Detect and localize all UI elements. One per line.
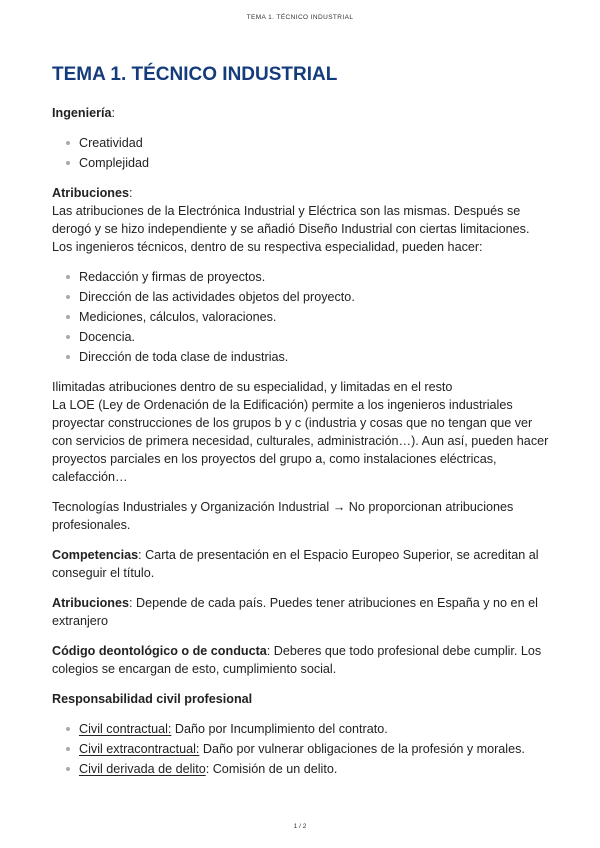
list-item: Docencia. <box>79 328 552 346</box>
responsabilidad-list <box>52 720 552 778</box>
list-item-term: Civil extracontractual: <box>79 742 200 756</box>
ingenieria-heading <box>52 104 552 122</box>
list-item: Dirección de toda clase de industrias. <box>79 348 552 366</box>
list-item-text: Daño por Incumplimiento del contrato. <box>171 722 388 736</box>
ingenieria-label: Ingeniería <box>52 106 112 120</box>
list-item <box>79 740 552 758</box>
running-header: TEMA 1. TÉCNICO INDUSTRIAL <box>246 14 354 21</box>
list-item: Creatividad <box>79 134 552 152</box>
limitadas-line1: Ilimitadas atribuciones dentro de su especialidad, y limitadas en el resto <box>52 380 453 394</box>
list-item-text: : Comisión de un delito. <box>205 762 338 776</box>
responsabilidad-heading: Responsabilidad civil profesional <box>52 692 253 706</box>
atribuciones2-label: Atribuciones <box>52 596 129 610</box>
limitadas-paragraph <box>52 378 552 486</box>
ingenieria-colon: : <box>111 106 115 120</box>
ingenieria-list <box>52 134 552 172</box>
limitadas-line2: La LOE (Ley de Ordenación de la Edificación) permite a los ingenieros industriales proyectar construcciones de los grupos b y c (industria y cosas que no tengan que ver con servicios de primera necesidad, culturales, administración…). Aun así, pueden hacer proyectos parciales en los proyectos del grupo a, como instalaciones eléctricas, calefacción… <box>52 398 549 484</box>
list-item-text: Daño por vulnerar obligaciones de la profesión y morales. <box>199 742 525 756</box>
competencias-label: Competencias <box>52 548 139 562</box>
list-item-term: Civil contractual: <box>79 722 172 736</box>
atribuciones2-text: : Depende de cada país. Puedes tener atribuciones en España y no en el extranjero <box>52 596 538 628</box>
atribuciones-section <box>52 184 552 256</box>
atribuciones-colon: : <box>128 186 133 200</box>
page-number: 1 / 2 <box>293 823 307 830</box>
list-item: Dirección de las actividades objetos del proyecto. <box>79 288 552 306</box>
list-item: Mediciones, cálculos, valoraciones. <box>79 308 552 326</box>
list-item: Redacción y firmas de proyectos. <box>79 268 552 286</box>
atribuciones-paragraph: Las atribuciones de la Electrónica Industrial y Eléctrica son las mismas. Después se derogó y se hizo independiente y se añadió Diseño Industrial con ciertas limitaciones. Los ingenieros técnicos, dentro de su respectiva especialidad, pueden hacer: <box>52 204 530 254</box>
list-item-term: Civil derivada de delito <box>79 762 206 776</box>
list-item <box>79 760 552 778</box>
document-body <box>52 62 552 790</box>
competencias-text: : Carta de presentación en el Espacio Europeo Superior, se acreditan al conseguir el título. <box>52 548 539 580</box>
atribuciones-label: Atribuciones <box>52 186 129 200</box>
codigo-paragraph <box>52 642 552 678</box>
list-item <box>79 720 552 738</box>
list-item: Complejidad <box>79 154 552 172</box>
codigo-label: Código deontológico o de conducta <box>52 644 267 658</box>
competencias-paragraph <box>52 546 552 582</box>
codigo-text: : Deberes que todo profesional debe cumplir. Los colegios se encargan de esto, cumplimiento social. <box>52 644 542 676</box>
tecnologias-paragraph: Tecnologías Industriales y Organización Industrial → No proporcionan atribuciones profesionales. <box>52 500 514 532</box>
atribuciones2-paragraph <box>52 594 552 630</box>
atribuciones-list <box>52 268 552 366</box>
page-title: TEMA 1. TÉCNICO INDUSTRIAL <box>52 64 338 85</box>
